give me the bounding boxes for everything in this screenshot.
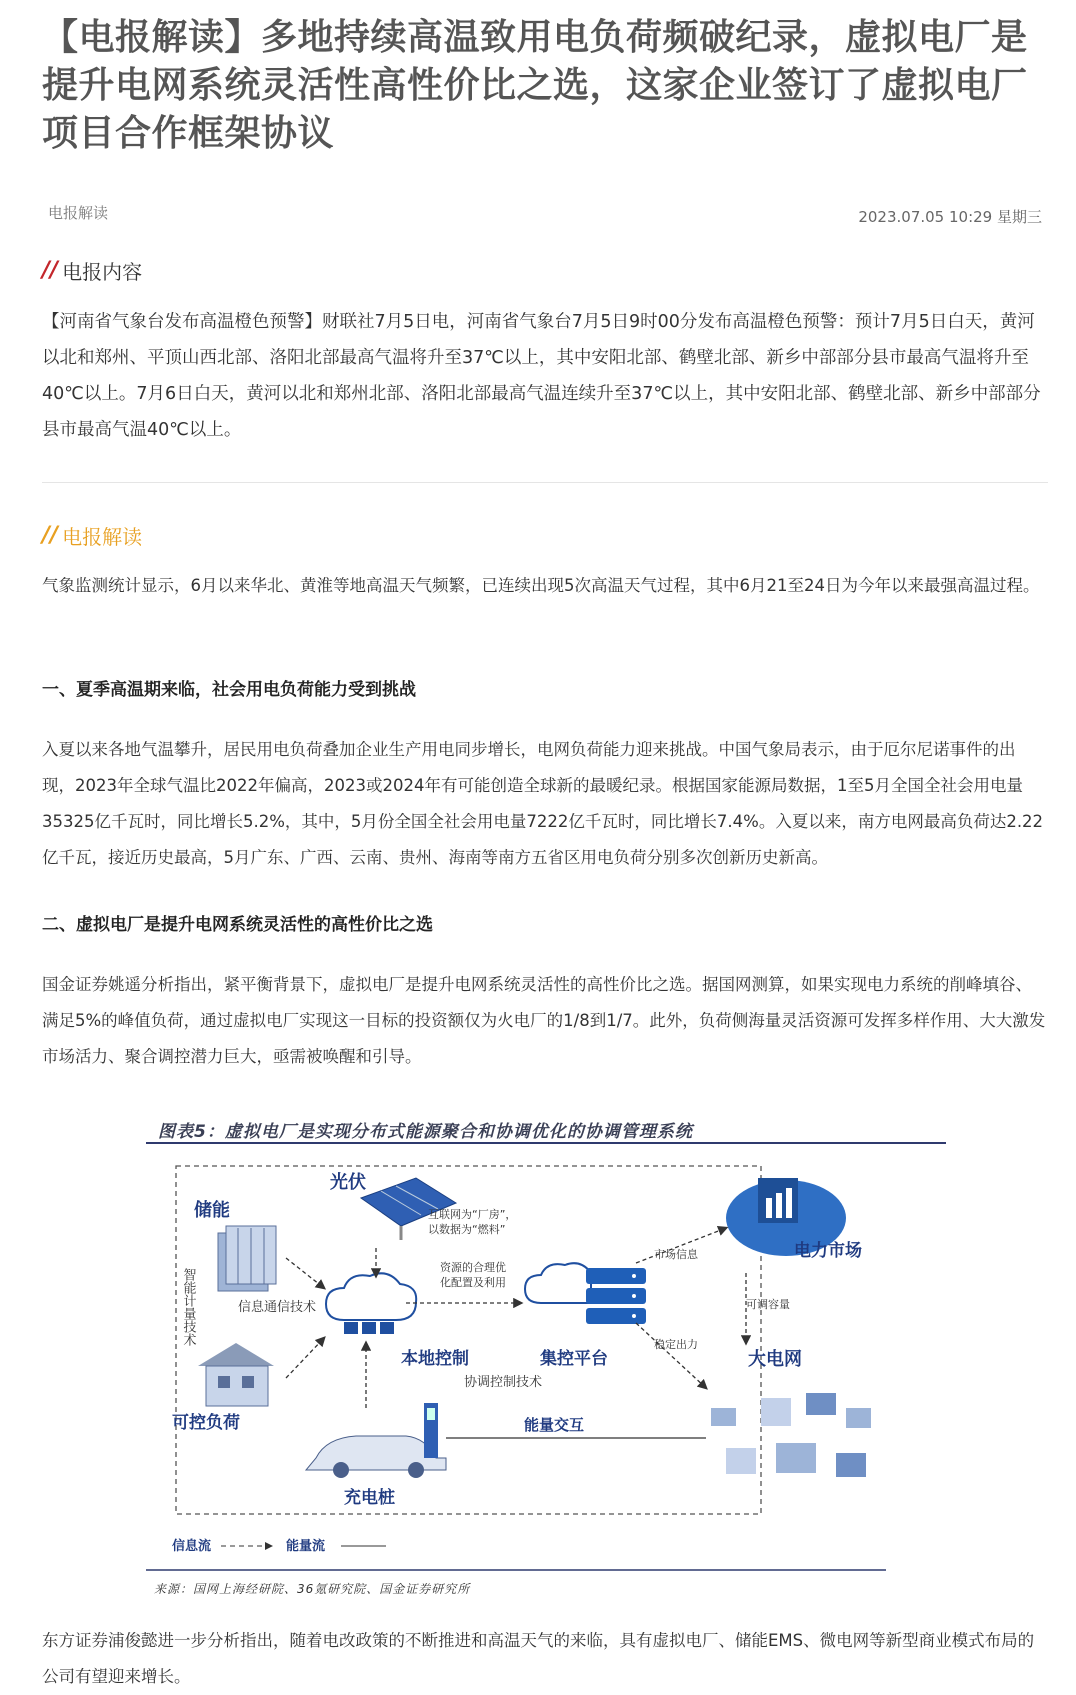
grid-label: 大电网 <box>748 1349 802 1370</box>
legend-energy-flow-label: 能量流 <box>286 1539 326 1554</box>
smart-meter-label: 智能计量技术 <box>180 1268 196 1346</box>
power-market-label: 电力市场 <box>794 1241 862 1261</box>
category-tag[interactable]: 电报解读 <box>48 204 109 222</box>
analysis-paragraph-three: 东方证券浦俊懿进一步分析指出，随着电改政策的不断推进和高温天气的来临，具有虚拟电厂、储能EMS、微电网等新型商业模式布局的公司有望迎来增长。 <box>42 1631 1035 1686</box>
charging-pile-label: 充电桩 <box>344 1488 395 1508</box>
internet-note-line1: 互联网为“厂房”， <box>428 1208 517 1221</box>
market-info-label: 市场信息 <box>654 1248 698 1261</box>
energy-exchange-label: 能量交互 <box>524 1416 585 1434</box>
internet-note-line2: 以数据为“燃料” <box>428 1223 506 1236</box>
double-slash-icon: // <box>42 523 59 548</box>
pv-label: 光伏 <box>330 1172 366 1193</box>
cloud-control-icon <box>326 1273 416 1334</box>
controllable-load-label: 可控负荷 <box>172 1413 240 1433</box>
server-platform-icon <box>525 1263 646 1324</box>
virtual-power-plant-diagram <box>146 1108 952 1608</box>
subheading-two: 二、虚拟电厂是提升电网系统灵活性的高性价比之选 <box>42 915 433 935</box>
section-heading-label: 电报解读 <box>62 525 143 549</box>
local-control-label: 本地控制 <box>401 1349 469 1369</box>
section-divider <box>42 482 1048 483</box>
figure-legend <box>172 1538 386 1554</box>
coord-tech-label: 协调控制技术 <box>464 1375 543 1390</box>
charging-pile-icon <box>424 1403 438 1458</box>
analysis-intro-paragraph: 气象监测统计显示，6月以来华北、黄淮等地高温天气频繁，已连续出现5次高温天气过程，其中6月21至24日为今年以来最强高温过程。 <box>42 576 1040 595</box>
section-heading-label: 电报内容 <box>62 260 143 284</box>
figure-title: 图表5：虚拟电厂是实现分布式能源聚合和协调优化的协调管理系统 <box>158 1122 693 1142</box>
figure-source: 来源：国网上海经研院、36氪研究院、国金证券研究所 <box>154 1582 471 1596</box>
resource-note-line2: 化配置及利用 <box>440 1276 506 1289</box>
article-title: 【电报解读】多地持续高温致用电负荷频破纪录，虚拟电厂是提升电网系统灵活性高性价比之选，这家企业签订了虚拟电厂项目合作框架协议 <box>42 17 1028 154</box>
central-platform-label: 集控平台 <box>540 1349 608 1369</box>
stable-output-label: 稳定出力 <box>654 1338 698 1351</box>
analysis-paragraph-two: 国金证券姚遥分析指出，紧平衡背景下，虚拟电厂是提升电网系统灵活性的高性价比之选。据国网测算，如果实现电力系统的削峰填谷、满足5%的峰值负荷，通过虚拟电厂实现这一目标的投资额仅为火电厂的1/8到1/7。此外，负荷侧海量灵活资源可发挥多样作用、大大激发市场活力、聚合调控潜力巨大，亟需被唤醒和引导。 <box>42 975 1046 1066</box>
adjustable-capacity-label: 可调容量 <box>746 1298 790 1311</box>
legend-info-flow-label: 信息流 <box>172 1539 212 1554</box>
publish-datetime: 2023.07.05 10:29 星期三 <box>858 208 1042 226</box>
double-slash-icon: // <box>42 258 59 283</box>
telegram-content-paragraph: 【河南省气象台发布高温橙色预警】财联社7月5日电，河南省气象台7月5日9时00分发布高温橙色预警：预计7月5日白天，黄河以北和郑州、平顶山西北部、洛阳北部最高气温将升至37℃以上，其中安阳北部、鹤壁北部、新乡中部部分县市最高气温将升至40℃以上。7月6日白天，黄河以北和郑州北部、洛阳北部最高气温连续升至37℃以上，其中安阳北部、鹤壁北部、新乡中部部分县市最高气温40℃以上。 <box>42 312 1041 440</box>
analysis-paragraph-one: 入夏以来各地气温攀升，居民用电负荷叠加企业生产用电同步增长，电网负荷能力迎来挑战。中国气象局表示，由于厄尔尼诺事件的出现，2023年全球气温比2022年偏高，2023或2024年有可能创造全球新的最暖纪录。根据国家能源局数据，1至5月全国全社会用电量35325亿千瓦时，同比增长5.2%，其中，5月份全国全社会用电量7222亿千瓦时，同比增长7.4%。入夏以来，南方电网最高负荷达2.22亿千瓦，接近历史最高，5月广东、广西、云南、贵州、海南等南方五省区用电负荷分别多次创新历史新高。 <box>42 740 1044 867</box>
section-heading-content <box>42 256 142 285</box>
section-heading-analysis <box>42 521 142 550</box>
battery-storage-icon <box>218 1226 276 1291</box>
storage-label: 储能 <box>194 1200 230 1221</box>
grid-city-icon <box>711 1393 871 1477</box>
resource-note-line1: 资源的合理优 <box>440 1261 506 1274</box>
comm-tech-label: 信息通信技术 <box>238 1300 317 1315</box>
controllable-load-house-icon <box>198 1343 274 1406</box>
subheading-one: 一、夏季高温期来临，社会用电负荷能力受到挑战 <box>42 680 416 700</box>
